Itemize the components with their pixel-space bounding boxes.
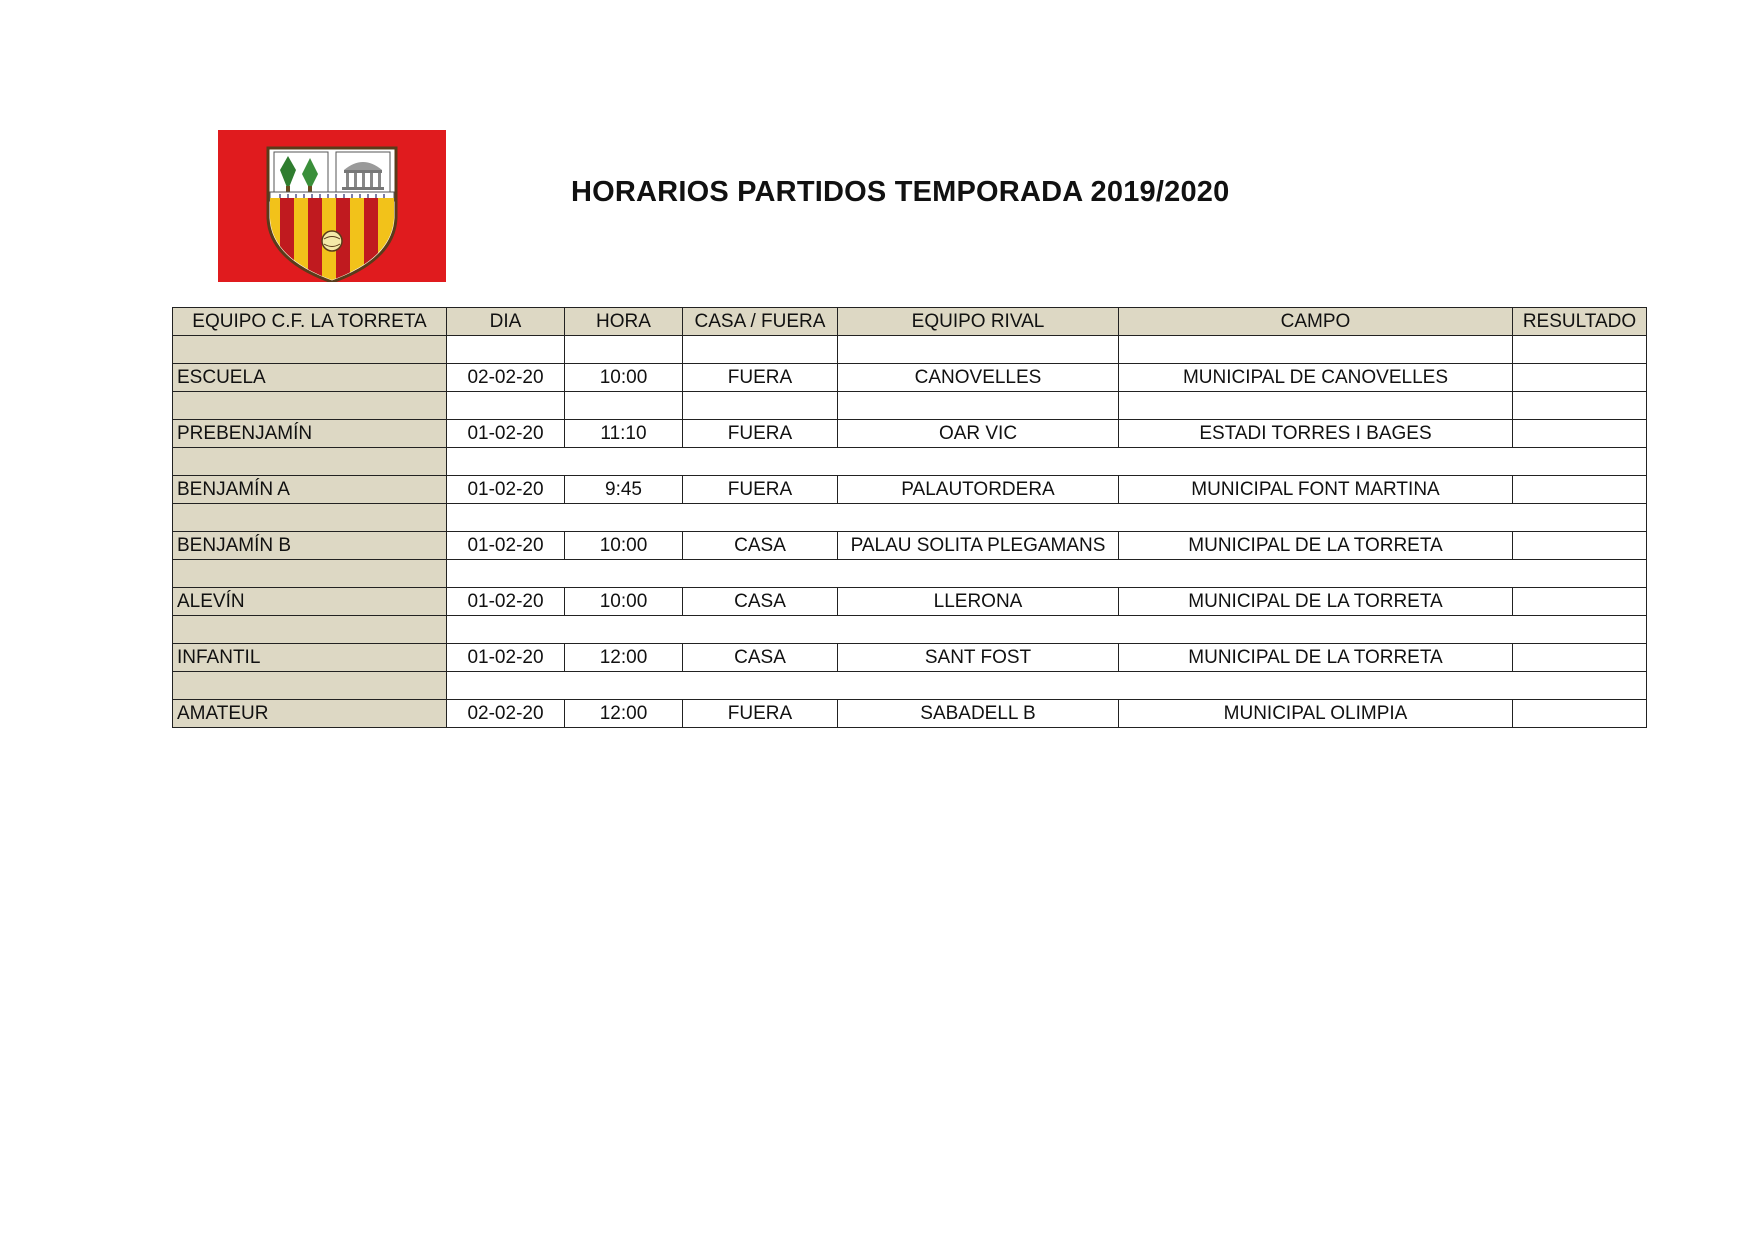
dia-cell: 01-02-20 (447, 476, 565, 504)
blank-cell (447, 336, 565, 364)
blank-span-cell (447, 672, 1647, 700)
resultado-cell (1513, 364, 1647, 392)
table-row (173, 588, 1647, 616)
blank-cell (1513, 336, 1647, 364)
rival-cell: OAR VIC (838, 420, 1119, 448)
table-row (173, 644, 1647, 672)
rival-cell: SABADELL B (838, 700, 1119, 728)
spacer-row (173, 616, 1647, 644)
rival-cell: LLERONA (838, 588, 1119, 616)
spacer-row (173, 392, 1647, 420)
dia-cell: 02-02-20 (447, 700, 565, 728)
team-cell: BENJAMÍN A (173, 476, 447, 504)
rival-cell: CANOVELLES (838, 364, 1119, 392)
casa-fuera-cell: FUERA (683, 420, 838, 448)
resultado-cell (1513, 532, 1647, 560)
blank-cell (1119, 336, 1513, 364)
hora-cell: 12:00 (565, 700, 683, 728)
header-hora: HORA (565, 308, 683, 336)
club-crest-icon (218, 130, 446, 282)
header-resultado: RESULTADO (1513, 308, 1647, 336)
header-equipo-rival: EQUIPO RIVAL (838, 308, 1119, 336)
blank-span-cell (447, 560, 1647, 588)
team-cell (173, 336, 447, 364)
campo-cell: ESTADI TORRES I BAGES (1119, 420, 1513, 448)
dia-cell: 01-02-20 (447, 532, 565, 560)
spacer-row (173, 504, 1647, 532)
blank-cell (683, 336, 838, 364)
team-cell (173, 672, 447, 700)
rival-cell: PALAUTORDERA (838, 476, 1119, 504)
campo-cell: MUNICIPAL DE LA TORRETA (1119, 532, 1513, 560)
spacer-row (173, 560, 1647, 588)
blank-span-cell (447, 448, 1647, 476)
team-cell: BENJAMÍN B (173, 532, 447, 560)
table-row (173, 532, 1647, 560)
team-cell: ESCUELA (173, 364, 447, 392)
casa-fuera-cell: FUERA (683, 700, 838, 728)
dia-cell: 01-02-20 (447, 420, 565, 448)
blank-cell (565, 392, 683, 420)
resultado-cell (1513, 700, 1647, 728)
casa-fuera-cell: FUERA (683, 364, 838, 392)
blank-cell (1513, 392, 1647, 420)
resultado-cell (1513, 476, 1647, 504)
team-cell (173, 560, 447, 588)
team-cell (173, 616, 447, 644)
header-casa-fuera: CASA / FUERA (683, 308, 838, 336)
hora-cell: 9:45 (565, 476, 683, 504)
hora-cell: 12:00 (565, 644, 683, 672)
blank-cell (838, 392, 1119, 420)
club-logo (218, 130, 446, 282)
campo-cell: MUNICIPAL FONT MARTINA (1119, 476, 1513, 504)
casa-fuera-cell: CASA (683, 588, 838, 616)
resultado-cell (1513, 644, 1647, 672)
blank-cell (1119, 392, 1513, 420)
hora-cell: 10:00 (565, 588, 683, 616)
team-cell (173, 504, 447, 532)
header-dia: DIA (447, 308, 565, 336)
hora-cell: 11:10 (565, 420, 683, 448)
hora-cell: 10:00 (565, 532, 683, 560)
campo-cell: MUNICIPAL DE LA TORRETA (1119, 644, 1513, 672)
team-cell: AMATEUR (173, 700, 447, 728)
table-row (173, 364, 1647, 392)
spacer-row (173, 336, 1647, 364)
blank-cell (447, 392, 565, 420)
blank-span-cell (447, 504, 1647, 532)
team-cell (173, 392, 447, 420)
hora-cell: 10:00 (565, 364, 683, 392)
table-row (173, 476, 1647, 504)
blank-cell (683, 392, 838, 420)
rival-cell: SANT FOST (838, 644, 1119, 672)
resultado-cell (1513, 588, 1647, 616)
casa-fuera-cell: CASA (683, 532, 838, 560)
team-cell: PREBENJAMÍN (173, 420, 447, 448)
blank-span-cell (447, 616, 1647, 644)
dia-cell: 02-02-20 (447, 364, 565, 392)
rival-cell: PALAU SOLITA PLEGAMANS (838, 532, 1119, 560)
team-cell (173, 448, 447, 476)
dia-cell: 01-02-20 (447, 588, 565, 616)
blank-cell (565, 336, 683, 364)
blank-cell (838, 336, 1119, 364)
campo-cell: MUNICIPAL OLIMPIA (1119, 700, 1513, 728)
dia-cell: 01-02-20 (447, 644, 565, 672)
header-campo: CAMPO (1119, 308, 1513, 336)
team-cell: ALEVÍN (173, 588, 447, 616)
team-cell: INFANTIL (173, 644, 447, 672)
campo-cell: MUNICIPAL DE CANOVELLES (1119, 364, 1513, 392)
table-header-row (173, 308, 1647, 336)
resultado-cell (1513, 420, 1647, 448)
table-row (173, 700, 1647, 728)
campo-cell: MUNICIPAL DE LA TORRETA (1119, 588, 1513, 616)
table-row (173, 420, 1647, 448)
spacer-row (173, 672, 1647, 700)
page-title: HORARIOS PARTIDOS TEMPORADA 2019/2020 (571, 176, 1230, 208)
match-schedule-table (172, 307, 1647, 728)
spacer-row (173, 448, 1647, 476)
casa-fuera-cell: CASA (683, 644, 838, 672)
header-equipo: EQUIPO C.F. LA TORRETA (173, 308, 447, 336)
casa-fuera-cell: FUERA (683, 476, 838, 504)
